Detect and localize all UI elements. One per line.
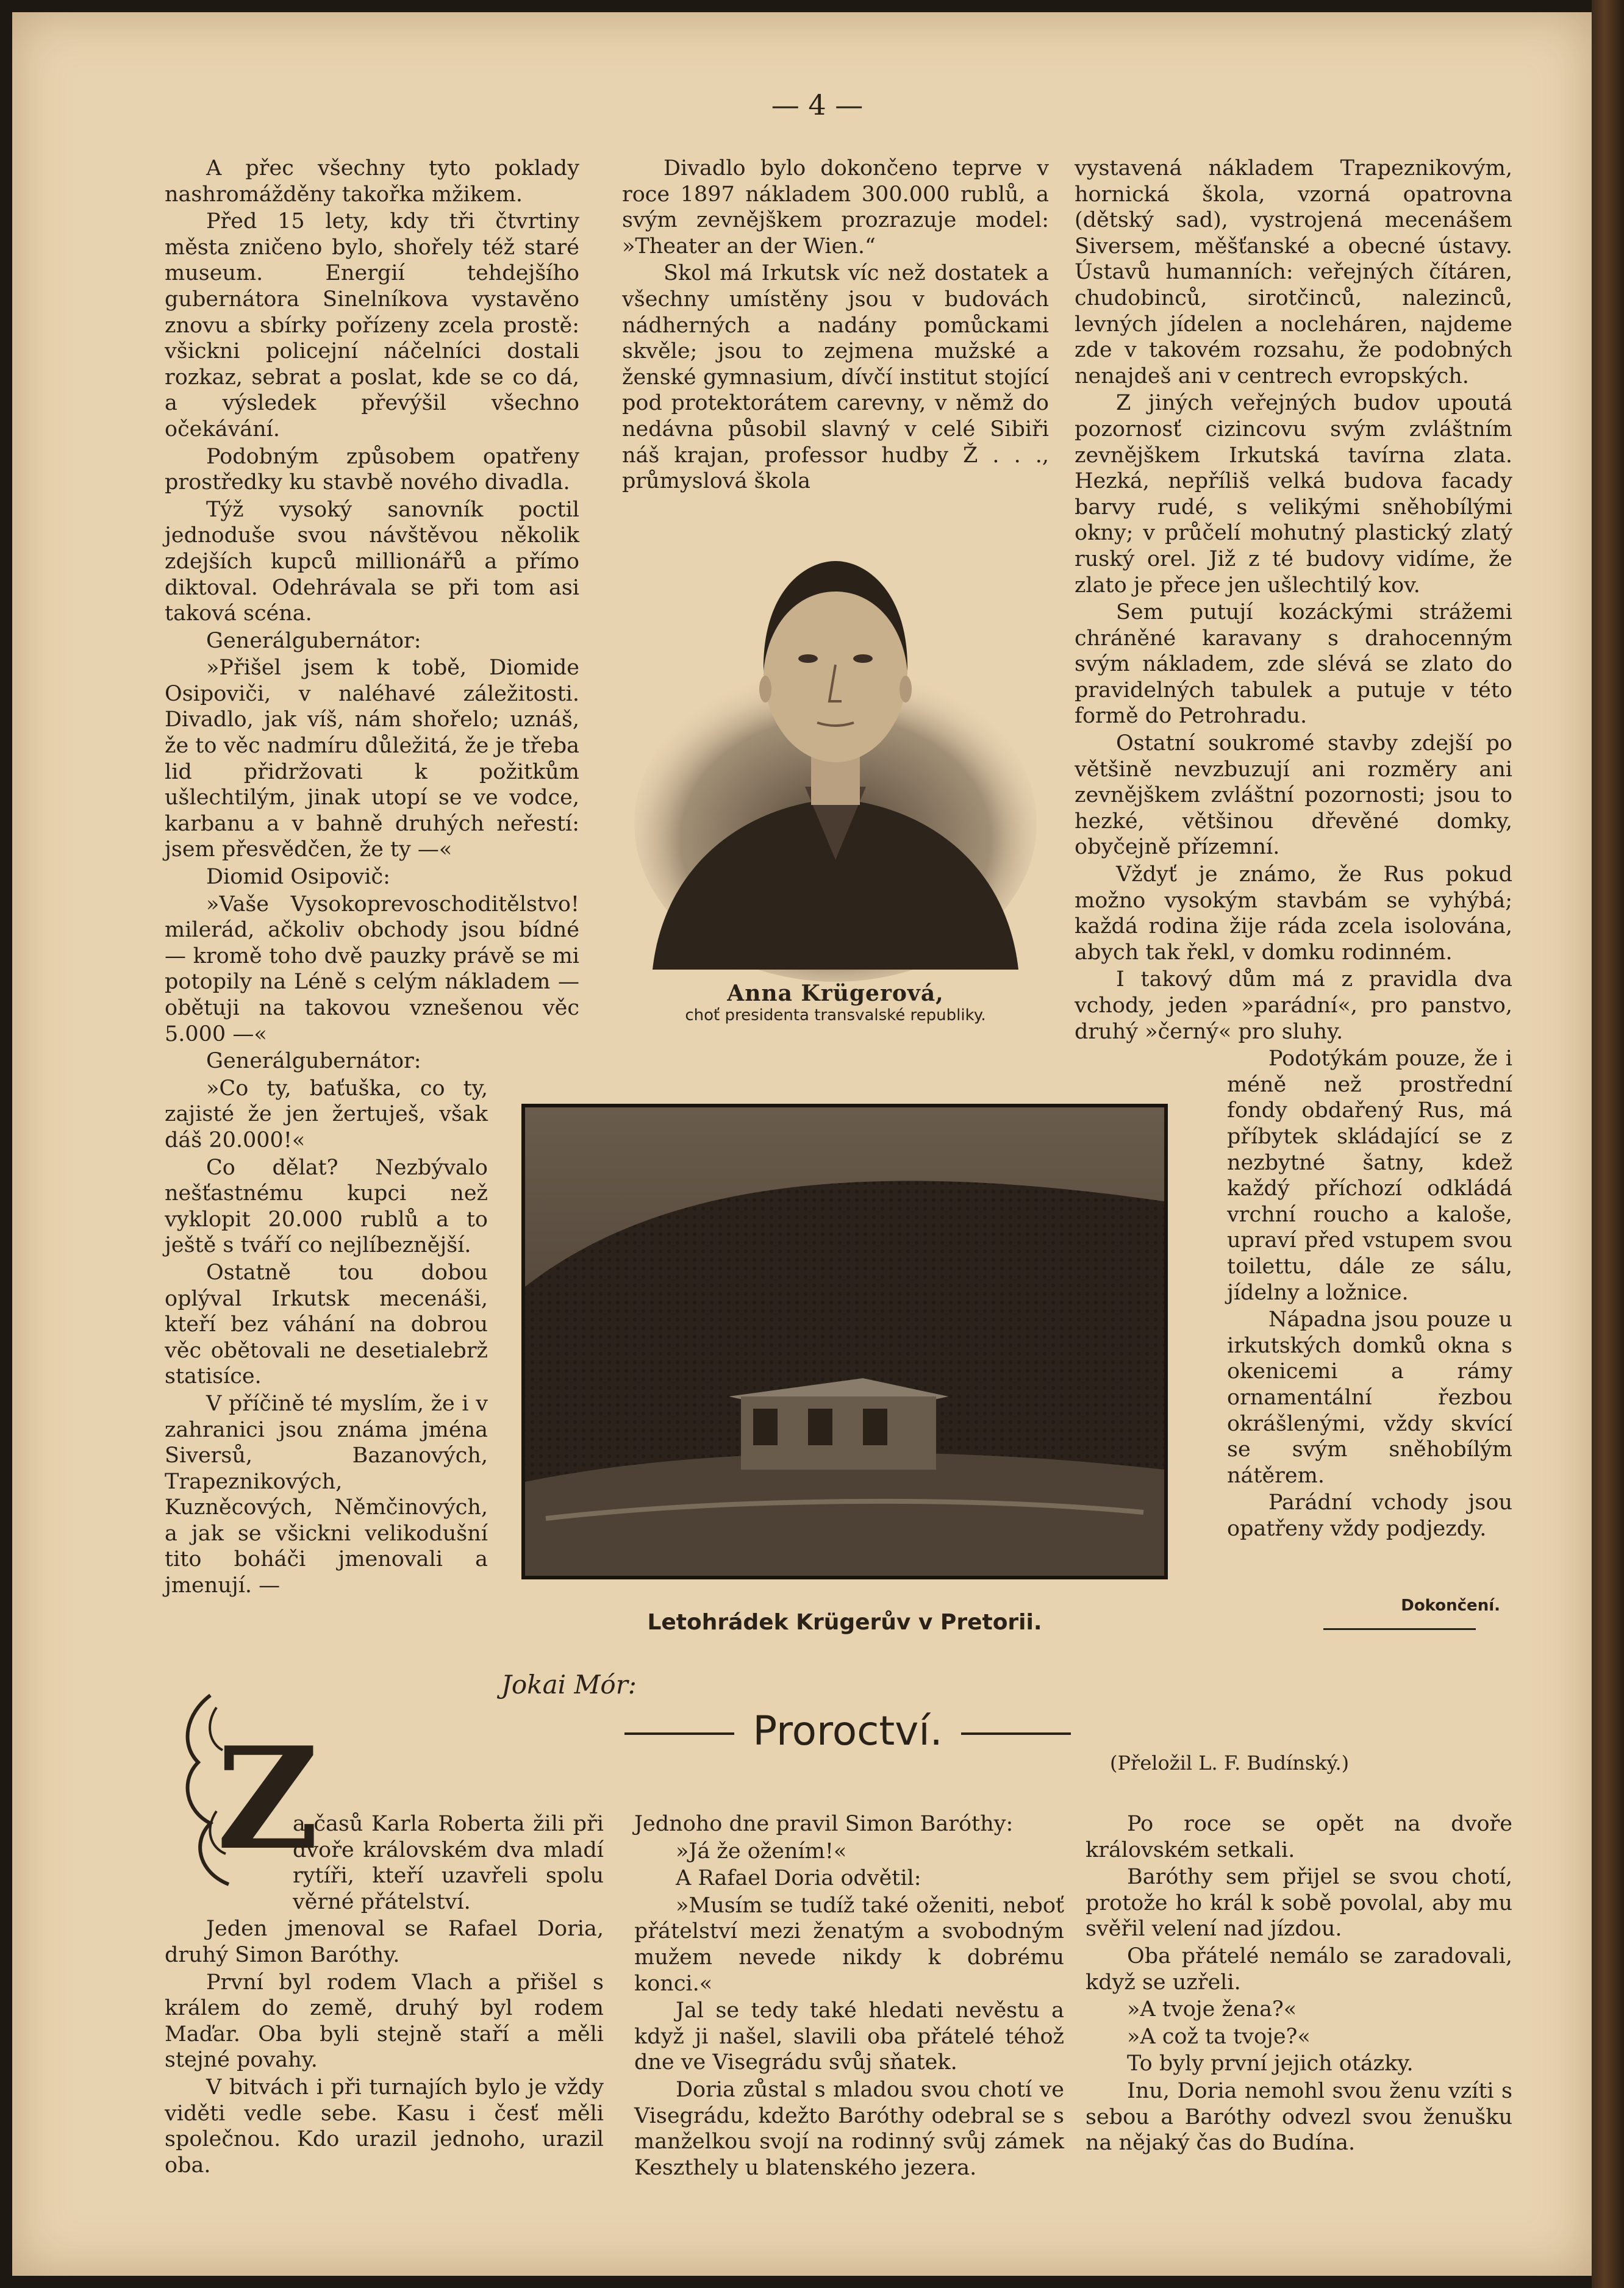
paragraph: První byl rodem Vlach a přišel s králem do země, druhý byl rodem Maďar. Oba byli stejně staří a měli stejné povahy. (165, 1970, 604, 2073)
paragraph: Po roce se opět na dvoře královském setkali. (1086, 1812, 1512, 1862)
paragraph: Co dělat? Nezbývalo nešťastnému kupci než vyklopit 20.000 rublů a to ještě s tváří co nejlíbeznější. (165, 1155, 488, 1258)
paragraph: Z jiných veřejných budov upoutá pozornosť cizincovu svým zvláštním zevnějškem Irkutská tavírna zlata. Hezká, nepříliš velká budova facady barvy rudé, s velikými sněhobílými okny; v průčelí mohutný plastický zlatý ruský orel. Již z té budovy vidíme, že zlato je přece jen ušlechtilý kov. (1075, 391, 1512, 598)
paragraph: Sem putují kozáckými strážemi chráněné karavany s drahocenným svým nákladem, zde slévá se zlato do pravidelných tabulek a putuje v této formě do Petrohradu. (1075, 600, 1512, 729)
paragraph: Inu, Doria nemohl svou ženu vzíti s sebou a Baróthy odvezl svou ženušku na nějaký čas do Budína. (1086, 2078, 1512, 2156)
portrait-caption (628, 981, 1043, 1024)
page-number: — 4 — (771, 88, 864, 121)
paragraph: Doria zůstal s mladou svou chotí ve Visegrádu, kdežto Baróthy odebral se s manželkou svojí na rodinný svůj zámek Keszthely u blatenského jezera. (634, 2077, 1064, 2180)
paragraph: Baróthy sem přijel se svou chotí, protože ho král k sobě povolal, aby mu svěřil velení nad jízdou. (1086, 1865, 1512, 1942)
paragraph: a časů Karla Roberta žili při dvoře královském dva mladí rytíři, kteří uzavřeli spolu věrné přátelství. (293, 1812, 604, 1914)
paragraph: A Rafael Doria odvětil: (676, 1866, 921, 1891)
paragraph: V bitvách i při turnajích bylo je vždy viděti vedle sebe. Kasu i česť měli společnou. Kdo urazil jednoho, urazil oba. (165, 2075, 604, 2178)
title-swash-right (961, 1732, 1071, 1735)
portrait-name: Anna Krügerová, (727, 981, 944, 1006)
paragraph: Oba přátelé nemálo se zaradovali, když se uzřeli. (1086, 1943, 1512, 1995)
paragraph: »Já že ožením!« (676, 1839, 847, 1864)
paragraph: Týž vysoký sanovník poctil jednoduše svou návštěvou několik zdejších kupců millionářů a přímo diktoval. Odehrávala se při tom asi taková scéna. (165, 497, 579, 626)
paragraph: Ostatní soukromé stavby zdejší po většině nevzbuzují ani rozměry ani zevnějškem zvláštní pozornosti; jsou to hezké, většinou dřevěné domky, obyčejně přízemní. (1075, 731, 1512, 860)
story-author: Jokai Mór: (501, 1670, 637, 1700)
story-title (598, 1707, 1098, 1754)
speaker-label: Generálgubernátor: (206, 628, 421, 653)
paragraph: A přec všechny tyto poklady nashromážděny takořka mžikem. (165, 156, 579, 207)
paragraph: Divadlo bylo dokončeno teprve v roce 1897 nákladem 300.000 rublů, a svým zevnějškem prozrazuje model: »Theater an der Wien.“ (622, 156, 1049, 259)
title-swash-left (624, 1732, 734, 1735)
photo-summer-house (521, 1104, 1168, 1579)
book-spine (1592, 0, 1624, 2288)
story-translator: (Přeložil L. F. Budínský.) (1110, 1751, 1350, 1775)
article-column-1 (165, 156, 579, 1600)
paragraph: »Co ty, baťuška, co ty, zajisté že jen žertuješ, však dáš 20.000!« (165, 1076, 488, 1153)
paragraph: V příčině té myslím, že i v zahranici jsou známa jména Siversů, Bazanových, Trapeznikových, Kuzněcových, Němčinových, a jak se všickni velikodušní tito boháči jmenovali a jmenují. — (165, 1391, 488, 1598)
photo-caption: Letohrádek Krügerův v Pretorii. (647, 1610, 1042, 1635)
paragraph: Parádní vchody jsou opatřeny vždy podjezdy. (1227, 1490, 1512, 1541)
portrait-subtitle: choť presidenta transvalské republiky. (685, 1006, 986, 1024)
paragraph: »Vaše Vysokoprevoschoditělstvo! milerád, ačkoliv obchody jsou bídné — kromě toho dvě pauzky právě se mi potopily na Léně s celým nákladem — obětuji na takovou vznešenou věc 5.000 —« (165, 892, 579, 1046)
paragraph: I takový dům má z pravidla dva vchody, jeden »parádní«, pro panstvo, druhý »černý« pro sluhy. (1075, 967, 1512, 1044)
portrait-engraving (628, 518, 1043, 970)
story-column-3 (1086, 1811, 1512, 2158)
paragraph: »A tvoje žena?« (1127, 1997, 1297, 2022)
paragraph: Před 15 lety, kdy tři čtvrtiny města zničeno bylo, shořely též staré museum. Energií tehdejšího gubernátora Sinelníkova vystavěno znovu a sbírky pořízeny zcela prostě: všickni policejní náčelníci dostali rozkaz, sebrat a poslat, kde se co dá, a výsledek převýšil všechno očekávání. (165, 209, 579, 442)
end-rule (1323, 1628, 1476, 1630)
paragraph: Skol má Irkutsk víc než dostatek a všechny umístěny jsou v budovách nádherných a nadány pomůckami skvěle; jsou to zejmena mužské a ženské gymnasium, dívčí institut stojící pod protektorátem carevny, v němž do nedávna působil slavný v celé Sibiři náš krajan, professor hudby Ž . . ., průmyslová škola (622, 261, 1049, 494)
paragraph: Nápadna jsou pouze u irkutských domků okna s okenicemi a rámy ornamentální řezbou okrášlenými, vždy skvící se svým sněhobílým nátěrem. (1227, 1307, 1512, 1488)
article-column-2 (622, 156, 1049, 496)
story-column-2 (634, 1811, 1064, 2182)
paragraph: Podotýkám pouze, že i méně než prostřední fondy obdařený Rus, má příbytek skládající se z nezbytné šatny, kdež každý příchozí odkládá vrchní roucho a kaloše, upraví před vstupem svou toilettu, dále ze sálu, jídelny a ložnice. (1227, 1046, 1512, 1305)
paragraph: Podobným způsobem opatřeny prostředky ku stavbě nového divadla. (165, 444, 579, 495)
to-be-continued: Dokončení. (1401, 1596, 1500, 1615)
paragraph: Jednoho dne pravil Simon Baróthy: (634, 1812, 1014, 1836)
story-title-text: Proroctví. (753, 1707, 943, 1754)
dropcap-letter: Z (216, 1717, 319, 1881)
paragraph: Ostatně tou dobou oplýval Irkutsk mecenáši, kteří bez váhání na dobrou věc obětovali ne desetialebrž statisíce. (165, 1260, 488, 1389)
story-column-1 (165, 1811, 604, 2179)
paragraph: »Přišel jsem k tobě, Diomide Osipoviči, v naléhavé záležitosti. Divadlo, jak víš, nám shořelo; uznáš, že to věc nadmíru důležitá, že je třeba lid přidržovati k požitkům ušlechtilým, jinak utopí se ve vodce, karbanu a v bahně druhých neřestí: jsem přesvědčen, že ty —« (165, 656, 579, 862)
speaker-label: Generálgubernátor: (206, 1049, 421, 1074)
paragraph: Vždyť je známo, že Rus pokud možno vysokým stavbám se vyhýbá; každá rodina žije ráda zcela isolována, abych tak řekl, v domku rodinném. (1075, 862, 1512, 965)
paragraph: »Musím se tudíž také oženiti, neboť přátelství mezi ženatým a svobodným mužem nevede nikdy k dobrému konci.« (634, 1893, 1064, 1996)
speaker-label: Diomid Osipovič: (206, 865, 390, 890)
paragraph: Jeden jmenoval se Rafael Doria, druhý Simon Baróthy. (165, 1917, 604, 1967)
paragraph: vystavená nákladem Trapeznikovým, hornická škola, vzorná opatrovna (dětský sad), vystrojená mecenášem Siversem, měšťanské a obecné ústavy. Ústavů humanních: veřejných čítáren, chudobinců, sirotčinců, nalezinců, levných jídelen a nocleháren, najdeme zde v takovém rozsahu, že podobných nenajdeš ani v centrech evropských. (1075, 156, 1512, 388)
paragraph: To byly první jejich otázky. (1127, 2051, 1414, 2076)
paragraph: »A což ta tvoje?« (1127, 2024, 1311, 2049)
article-column-3 (1075, 156, 1512, 1543)
paragraph: Jal se tedy také hledati nevěstu a když ji našel, slavili oba přátelé téhož dne ve Visegrádu svůj sňatek. (634, 1998, 1064, 2075)
